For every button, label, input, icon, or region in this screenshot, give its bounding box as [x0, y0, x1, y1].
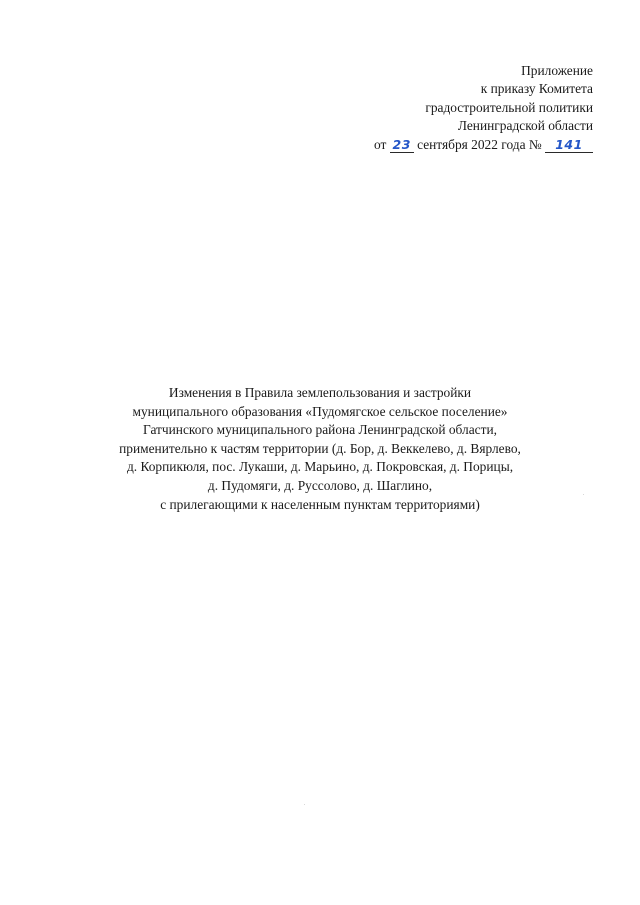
scan-speck — [583, 494, 584, 495]
title-line-5: д. Корпикюля, пос. Лукаши, д. Марьино, д. Покровская, д. Порицы, — [126, 459, 514, 475]
scan-speck — [304, 804, 305, 805]
order-date-line — [293, 136, 593, 154]
date-prefix: от — [374, 136, 387, 152]
title-line-3: Гатчинского муниципального района Ленинградской области, — [143, 422, 497, 438]
region-name-line: Ленинградской области — [457, 118, 593, 134]
title-line-2: муниципального образования «Пудомягское сельское поселение» — [132, 403, 508, 419]
handwritten-order-number: 141 — [555, 136, 583, 152]
date-month-year: сентября 2022 года № — [417, 136, 542, 152]
handwritten-day-field — [390, 138, 414, 153]
handwritten-number-field — [545, 138, 593, 153]
document-title — [0, 384, 640, 514]
title-line-6: д. Пудомяги, д. Руссолово, д. Шаглино, — [207, 477, 433, 493]
committee-name-line: градостроительной политики — [425, 99, 593, 115]
handwritten-day: 23 — [392, 136, 411, 152]
order-reference-line: к приказу Комитета — [480, 81, 593, 97]
title-line-1: Изменения в Правила землепользования и застройки — [168, 385, 472, 400]
title-line-4: применительно к частям территории (д. Бор, д. Веккелево, д. Вярлево, — [119, 440, 521, 456]
appendix-header — [293, 62, 593, 154]
title-line-7: с прилегающими к населенным пунктам территориями) — [160, 496, 480, 512]
appendix-label: Приложение — [521, 63, 593, 78]
